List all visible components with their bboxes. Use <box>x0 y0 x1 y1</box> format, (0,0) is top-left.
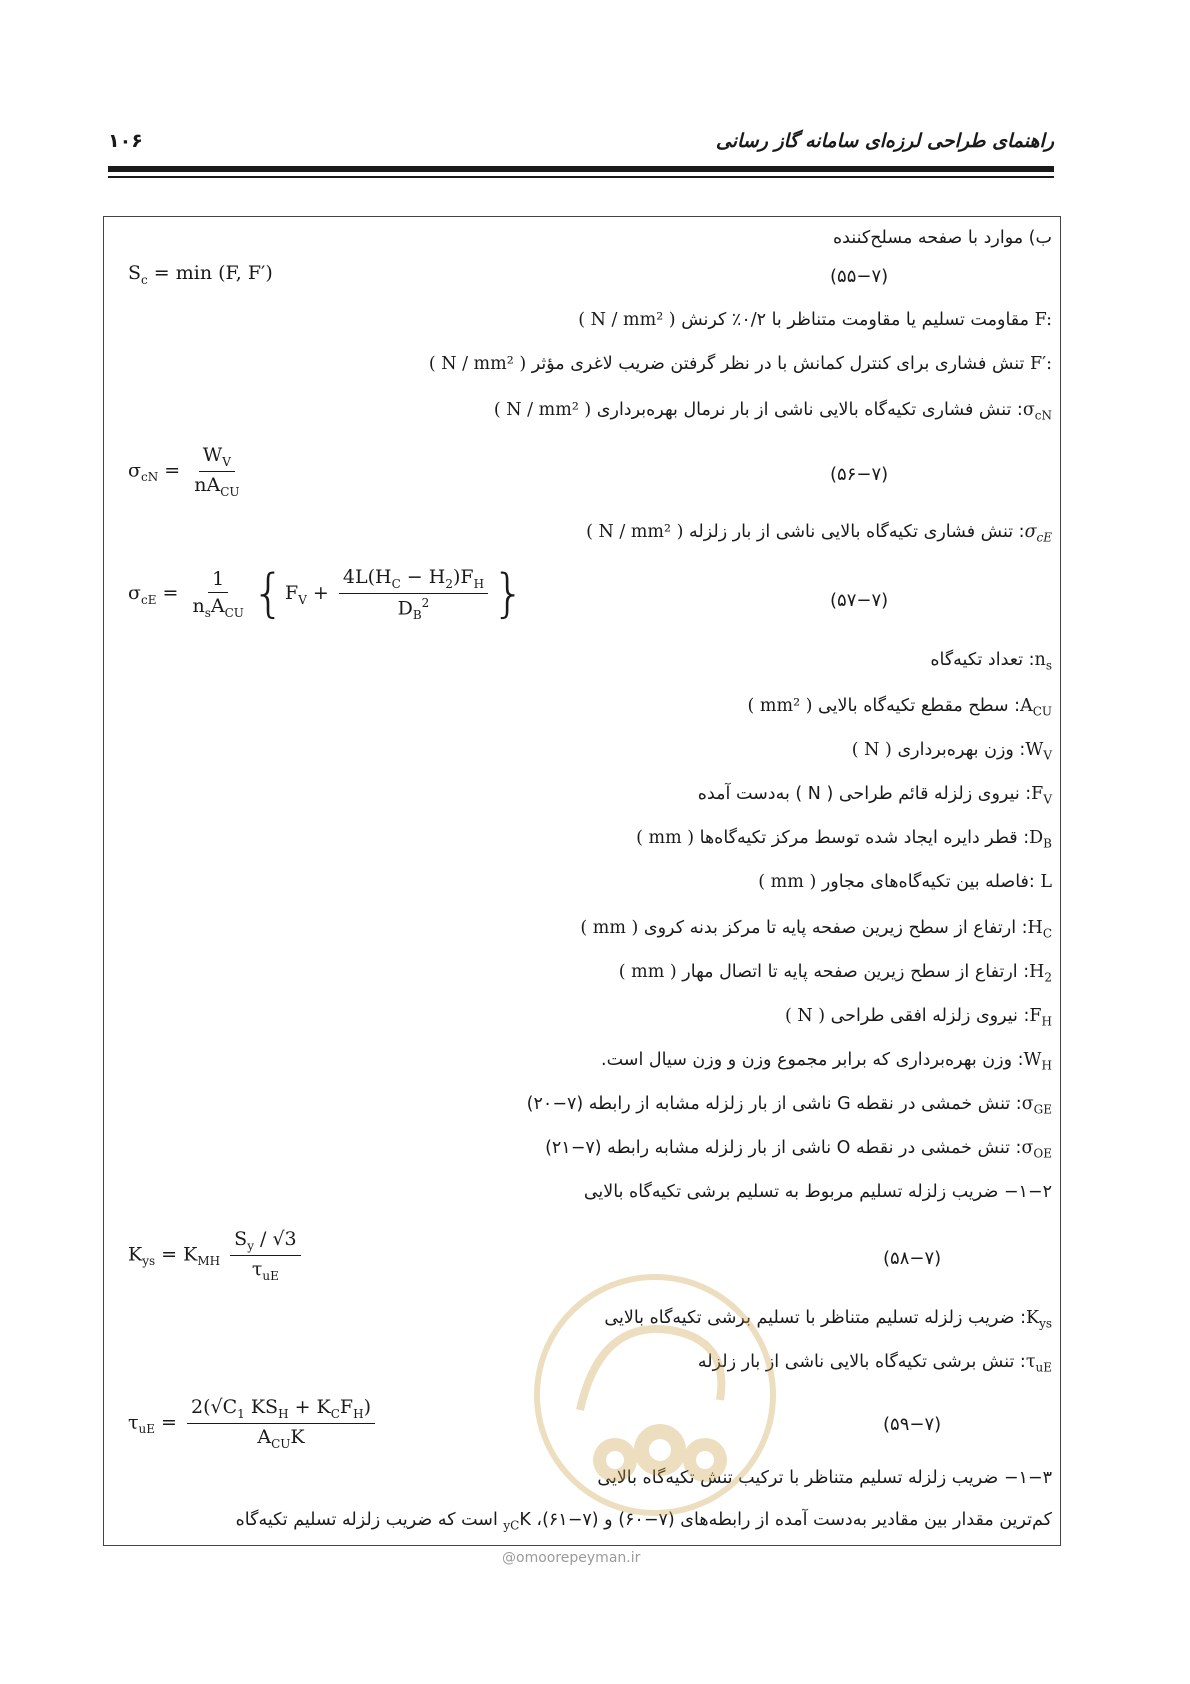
section-heading-b: ب) موارد با صفحه مسلح‌کننده <box>833 228 1052 248</box>
book-title: راهنمای طراحی لرزه‌ای سامانه گاز رسانی <box>715 130 1054 152</box>
page-number: ۱۰۶ <box>108 130 143 152</box>
equation-58: $K_{ys} = K_{MH}$ $\frac{S_y / √3}{\tau_{uE}}$ <box>128 1228 305 1283</box>
definition-Fv: $F_V$: نیروی زلزله قائم طراحی ( N ) به‌دست آمده <box>697 784 1052 807</box>
definition-sigma-GE: $\sigma_{GE}$: تنش خمشی در نقطه G ناشی از بار زلزله مشابه از رابطه (۷−۲۰) <box>526 1094 1052 1117</box>
definition-L: L :فاصله بین تکیه‌گاه‌های مجاور ( mm ) <box>758 872 1052 892</box>
equation-55: $S_c = \min (F$, F′) <box>128 262 273 287</box>
definition-Kys: $K_{ys}$: ضریب زلزله تسلیم متناظر با تسلیم برشی تکیه‌گاه بالایی <box>604 1308 1052 1331</box>
equation-number-57: (۵۷−۷) <box>830 590 889 611</box>
definition-tau-uE: $\tau_{uE}$: تنش برشی تکیه‌گاه بالایی ناشی از بار زلزله <box>697 1352 1052 1375</box>
definition-Wv: $W_V$: وزن بهره‌برداری ( N ) <box>851 740 1052 763</box>
footer-website: @omoorepeyman.ir <box>502 1550 641 1566</box>
section-heading-1-3: ۱−۳− ضریب زلزله تسلیم متناظر با ترکیب تنش تکیه‌گاه بالایی <box>597 1468 1052 1488</box>
page-header <box>108 120 1054 160</box>
definition-Fh: $F_H$: نیروی زلزله افقی طراحی ( N ) <box>784 1006 1052 1029</box>
definition-ns: $n_s$: تعداد تکیه‌گاه <box>930 650 1052 673</box>
header-rule-thick <box>108 166 1054 172</box>
definition-H2: $H_2$: ارتفاع از سطح زیرین صفحه پایه تا اتصال مهار ( mm ) <box>618 962 1052 985</box>
definition-F-prime: F′: تنش فشاری برای کنترل کمانش با در نظر گرفتن ضریب لاغری مؤثر ( N / mm² ) <box>428 354 1052 374</box>
equation-number-56: (۵۶−۷) <box>830 464 889 485</box>
equation-57: $\sigma_{cE}$ = $\frac{1}{n_sA_{CU}}$ {$F_V$ + $\frac{4L(H_C - H_2)F_H}{D_B^2}$ } <box>128 563 526 624</box>
definition-sigma-cE: $\sigma_{cE}$: تنش فشاری تکیه‌گاه بالایی ناشی از بار زلزله ( N / mm² ) <box>586 522 1052 545</box>
equation-number-59: (۵۹−۷) <box>883 1414 942 1435</box>
definition-sigma-cN: $\sigma_{cN}$: تنش فشاری تکیه‌گاه بالایی ناشی از بار نرمال بهره‌برداری ( N / mm² ) <box>493 400 1052 423</box>
equation-number-58: (۵۸−۷) <box>883 1248 942 1269</box>
closing-paragraph: کم‌ترین مقدار بین مقادیر به‌دست آمده از رابطه‌های (۷−۶۰) و (۷−۶۱)، $K_{yC}$ است که ضریب زلزله تسلیم تکیه‌گاه <box>235 1510 1052 1533</box>
definition-Db: $D_B$: قطر دایره ایجاد شده توسط مرکز تکیه‌گاه‌ها ( mm ) <box>636 828 1052 851</box>
publisher-logo-watermark <box>520 1260 790 1530</box>
section-heading-1-2: ۱−۲− ضریب زلزله تسلیم مربوط به تسلیم برشی تکیه‌گاه بالایی <box>583 1182 1052 1202</box>
definition-F: F: مقاومت تسلیم یا مقاومت متناظر با ۰/۲٪ کرنش ( N / mm² ) <box>578 310 1052 330</box>
definition-Wh: $W_H$: وزن بهره‌برداری که برابر مجموع وزن و وزن سیال است. <box>601 1050 1052 1073</box>
definition-sigma-OE: $\sigma_{OE}$: تنش خمشی در نقطه O ناشی از بار زلزله مشابه رابطه (۷−۲۱) <box>545 1138 1052 1161</box>
definition-Acu: $A_{CU}$: سطح مقطع تکیه‌گاه بالایی ( mm² ) <box>747 696 1052 719</box>
definition-Hc: $H_C$: ارتفاع از سطح زیرین صفحه پایه تا مرکز بدنه کروی ( mm ) <box>580 918 1052 941</box>
equation-56: $\sigma_{cN}$ = $\frac{W_V}{nA_{CU}}$ <box>128 444 240 499</box>
header-rule-thin <box>108 176 1054 178</box>
equation-59: $\tau_{uE}$ = $\frac{2(√C_1 KS_H + K_CF_H)}{A_{CU}K}$ <box>128 1396 379 1451</box>
equation-number-55: (۵۵−۷) <box>830 266 889 287</box>
